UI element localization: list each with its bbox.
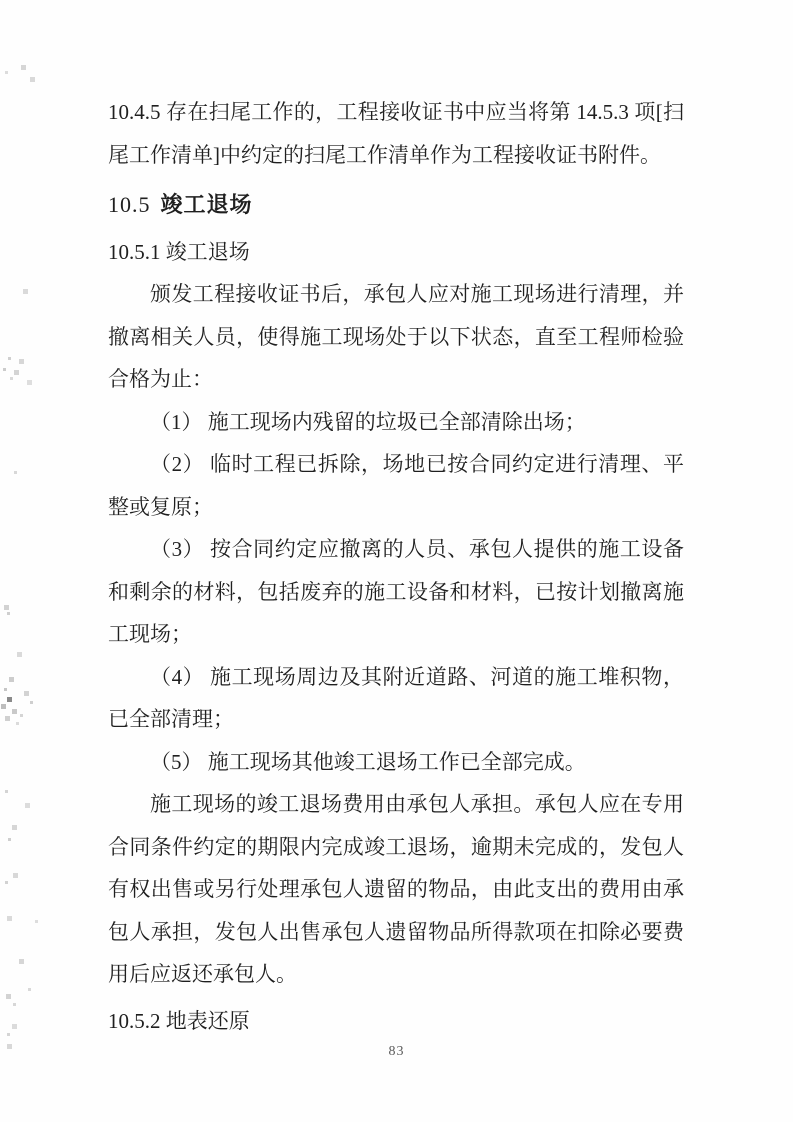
- list-item: （2） 临时工程已拆除，场地已按合同约定进行清理、平整或复原；: [108, 452, 684, 519]
- scan-noise: [0, 0, 3, 3]
- page-number: 83: [388, 1044, 405, 1059]
- list-item: （4） 施工现场周边及其附近道路、河道的施工堆积物，已全部清理；: [108, 664, 684, 731]
- list-item: （3） 按合同约定应撤离的人员、承包人提供的施工设备和剩余的材料，包括废弃的施工设备和材料，已按计划撤离施工现场；: [108, 537, 684, 646]
- heading-number: 10.5: [108, 192, 151, 217]
- list-item: （5） 施工现场其他竣工退场工作已全部完成。: [150, 749, 586, 774]
- body-paragraph: 施工现场的竣工退场费用由承包人承担。承包人应在专用合同条件约定的期限内完成竣工退场，逾期未完成的，发包人有权出售或另行处理承包人遗留的物品，由此支出的费用由承包人承担，发包人出售承包人遗留物品所得款项在扣除必要费用后应返还承包人。: [108, 792, 684, 986]
- body-paragraph: 颁发工程接收证书后，承包人应对施工现场进行清理，并撤离相关人员，使得施工现场处于以下状态，直至工程师检验合格为止：: [108, 282, 684, 391]
- list-item: （1） 施工现场内残留的垃圾已全部清除出场；: [150, 409, 586, 434]
- section-heading: [108, 184, 684, 227]
- subsection-heading: 10.5.2 地表还原: [108, 1008, 250, 1033]
- clause-paragraph: 10.4.5 存在扫尾工作的，工程接收证书中应当将第 14.5.3 项[扫尾工作清单]中约定的扫尾工作清单作为工程接收证书附件。: [108, 100, 684, 167]
- heading-title: 竣工退场: [160, 192, 253, 217]
- subsection-heading: 10.5.1 竣工退场: [108, 239, 250, 264]
- document-body: [108, 91, 684, 1042]
